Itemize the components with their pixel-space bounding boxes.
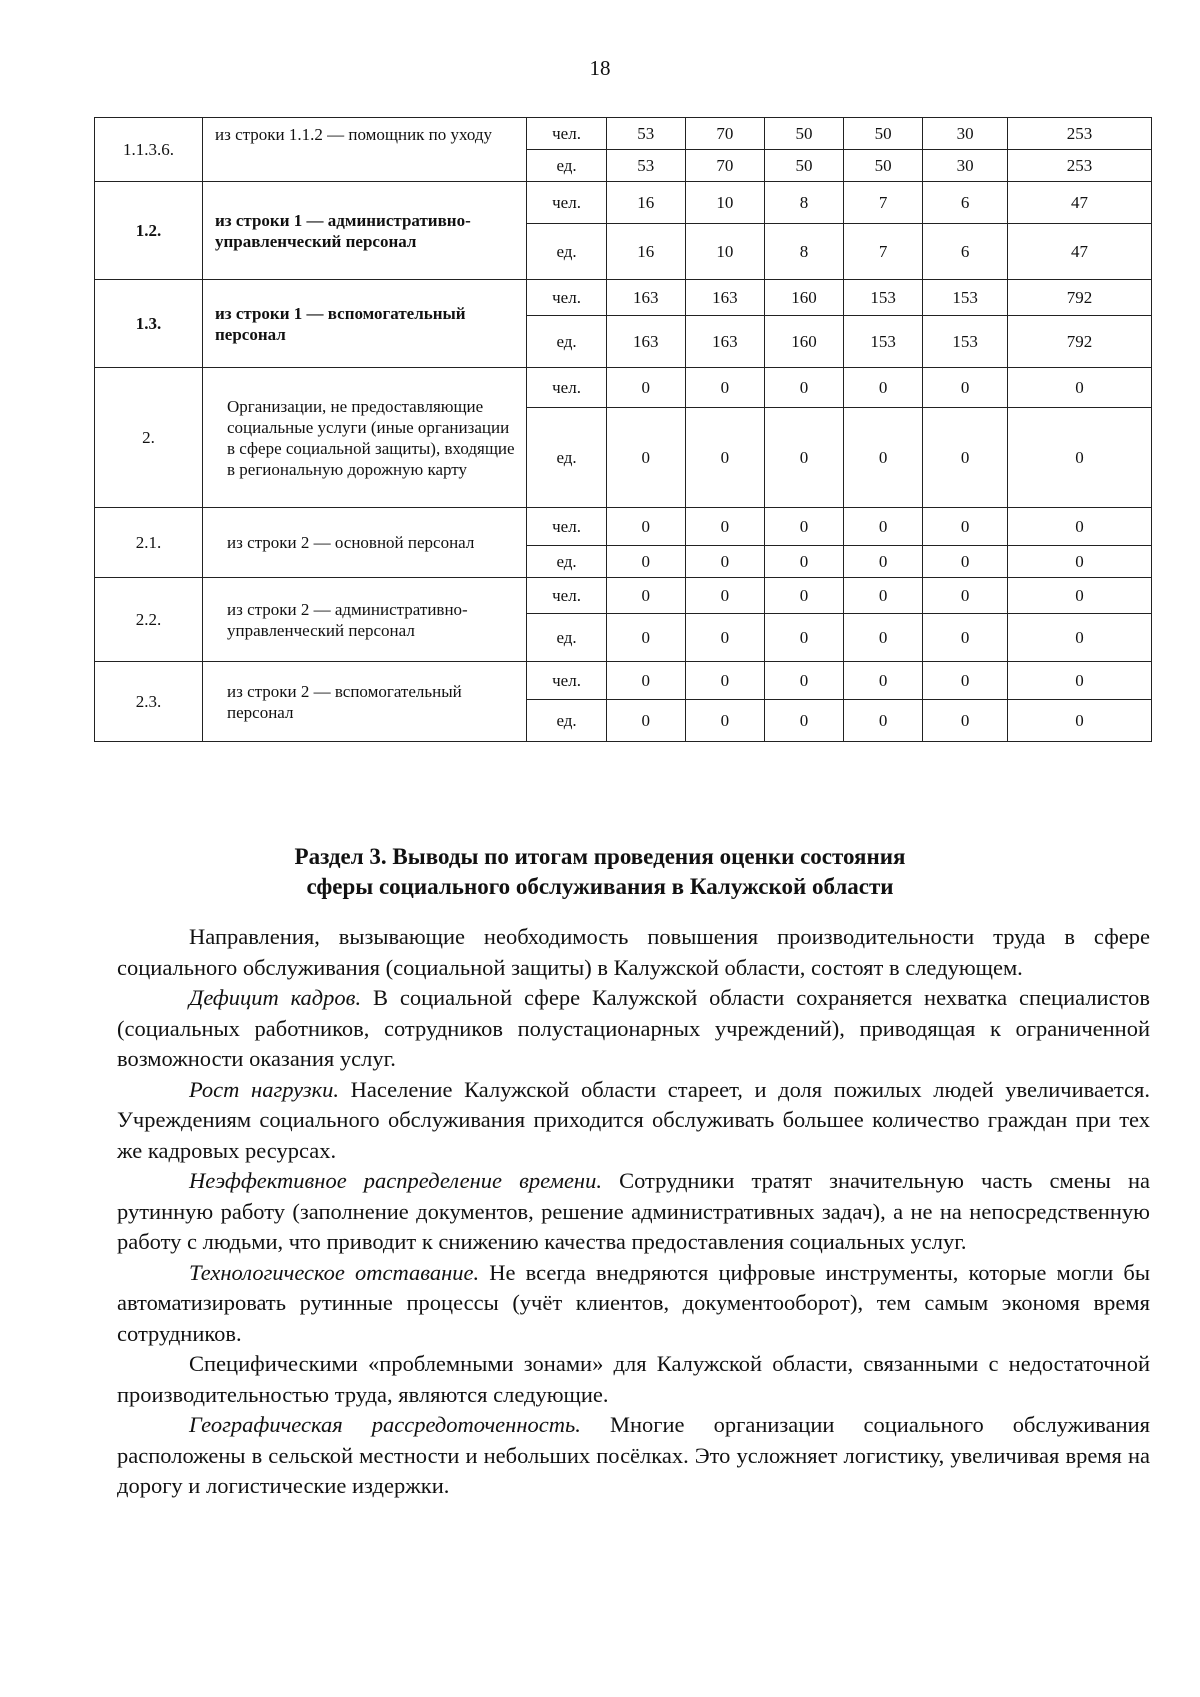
value-cell: 16 [606, 182, 685, 224]
value-cell: 0 [923, 546, 1008, 578]
value-cell: 53 [606, 150, 685, 182]
paragraph-text: Специфическими «проблемными зонами» для Калужской области, связанными с недостаточной производительностью труда, являются следующие. [117, 1351, 1150, 1407]
value-cell: 0 [844, 508, 923, 546]
value-cell: 0 [606, 368, 685, 408]
row-code: 1.2. [95, 182, 203, 280]
table-row [95, 662, 1152, 700]
total-cell: 0 [1008, 368, 1152, 408]
table-row [95, 280, 1152, 316]
value-cell: 0 [606, 508, 685, 546]
value-cell: 153 [844, 316, 923, 368]
row-label: Организации, не предоставляющие социальные услуги (иные организации в сфере социальной защиты), входящие в региональную дорожную карту [203, 368, 527, 508]
unit-cell: чел. [527, 578, 606, 614]
paragraph [117, 1410, 1150, 1502]
value-cell: 0 [844, 614, 923, 662]
total-cell: 253 [1008, 118, 1152, 150]
value-cell: 163 [685, 316, 764, 368]
paragraph-lead: Технологическое отставание. [189, 1259, 480, 1285]
value-cell: 163 [685, 280, 764, 316]
section-heading [0, 842, 1200, 902]
section-heading-line-1: Раздел 3. Выводы по итогам проведения оценки состояния [294, 844, 906, 869]
value-cell: 16 [606, 224, 685, 280]
total-cell: 0 [1008, 700, 1152, 742]
total-cell: 792 [1008, 316, 1152, 368]
row-code: 1.3. [95, 280, 203, 368]
paragraph-text: В социальной сфере Калужской области сохраняется нехватка специалистов (социальных работников, сотрудников полустационарных учреждений), приводящая к ограниченной возможности оказания услуг. [117, 985, 1150, 1071]
value-cell: 160 [764, 316, 843, 368]
total-cell: 47 [1008, 182, 1152, 224]
total-cell: 792 [1008, 280, 1152, 316]
unit-cell: ед. [527, 150, 606, 182]
row-code: 2.1. [95, 508, 203, 578]
value-cell: 0 [923, 368, 1008, 408]
value-cell: 0 [606, 578, 685, 614]
paragraph [117, 922, 1150, 983]
value-cell: 50 [764, 118, 843, 150]
value-cell: 0 [606, 662, 685, 700]
total-cell: 0 [1008, 508, 1152, 546]
total-cell: 0 [1008, 546, 1152, 578]
value-cell: 0 [764, 368, 843, 408]
value-cell: 0 [923, 508, 1008, 546]
value-cell: 53 [606, 118, 685, 150]
paragraph [117, 983, 1150, 1075]
value-cell: 0 [685, 578, 764, 614]
paragraph [117, 1258, 1150, 1350]
value-cell: 0 [606, 700, 685, 742]
unit-cell: чел. [527, 182, 606, 224]
value-cell: 6 [923, 224, 1008, 280]
value-cell: 50 [764, 150, 843, 182]
value-cell: 0 [844, 578, 923, 614]
value-cell: 0 [844, 700, 923, 742]
value-cell: 153 [844, 280, 923, 316]
value-cell: 50 [844, 150, 923, 182]
value-cell: 0 [606, 408, 685, 508]
paragraph-text: Сотрудники тратят значительную часть смены на рутинную работу (заполнение документов, решение административных задач), а не на непосредственную работу с людьми, что приводит к снижению качества предоставления социальных услуг. [117, 1168, 1151, 1254]
row-label: из строки 1.1.2 — помощник по уходу [203, 118, 527, 182]
row-label: из строки 1 — вспомогательный персонал [203, 280, 527, 368]
value-cell: 0 [923, 700, 1008, 742]
section-heading-line-2: сферы социального обслуживания в Калужской области [306, 874, 894, 899]
value-cell: 0 [764, 508, 843, 546]
row-label: из строки 2 — основной персонал [203, 508, 527, 578]
value-cell: 0 [606, 546, 685, 578]
paragraph [117, 1349, 1150, 1410]
total-cell: 0 [1008, 662, 1152, 700]
paragraph-text: Направления, вызывающие необходимость повышения производительности труда в сфере социального обслуживания (социальной защиты) в Калужской области, состоят в следующем. [117, 924, 1150, 980]
paragraph-lead: Неэффективное распределение времени. [189, 1168, 602, 1193]
value-cell: 163 [606, 316, 685, 368]
value-cell: 0 [764, 662, 843, 700]
paragraph [117, 1075, 1150, 1167]
value-cell: 7 [844, 224, 923, 280]
value-cell: 0 [685, 614, 764, 662]
value-cell: 0 [923, 578, 1008, 614]
value-cell: 0 [764, 578, 843, 614]
row-code: 2. [95, 368, 203, 508]
unit-cell: чел. [527, 508, 606, 546]
row-code: 2.2. [95, 578, 203, 662]
value-cell: 0 [764, 614, 843, 662]
value-cell: 0 [685, 508, 764, 546]
value-cell: 0 [685, 408, 764, 508]
value-cell: 7 [844, 182, 923, 224]
value-cell: 0 [685, 368, 764, 408]
body-text [117, 922, 1150, 1502]
row-label: из строки 1 — административно-управленческий персонал [203, 182, 527, 280]
unit-cell: ед. [527, 408, 606, 508]
value-cell: 153 [923, 280, 1008, 316]
value-cell: 0 [764, 408, 843, 508]
paragraph-text: Не всегда внедряются цифровые инструменты, которые могли бы автоматизировать рутинные процессы (учёт клиентов, документооборот), тем самым экономя время сотрудников. [117, 1259, 1150, 1346]
value-cell: 160 [764, 280, 843, 316]
total-cell: 47 [1008, 224, 1152, 280]
staff-table-body [95, 118, 1152, 742]
value-cell: 30 [923, 150, 1008, 182]
page-number: 18 [589, 56, 611, 80]
unit-cell: чел. [527, 662, 606, 700]
unit-cell: чел. [527, 118, 606, 150]
unit-cell: ед. [527, 224, 606, 280]
value-cell: 70 [685, 118, 764, 150]
value-cell: 0 [844, 408, 923, 508]
value-cell: 0 [923, 614, 1008, 662]
value-cell: 0 [844, 368, 923, 408]
value-cell: 50 [844, 118, 923, 150]
value-cell: 70 [685, 150, 764, 182]
value-cell: 30 [923, 118, 1008, 150]
row-code: 2.3. [95, 662, 203, 742]
unit-cell: ед. [527, 316, 606, 368]
value-cell: 0 [685, 546, 764, 578]
unit-cell: чел. [527, 368, 606, 408]
value-cell: 0 [844, 546, 923, 578]
value-cell: 0 [764, 700, 843, 742]
unit-cell: ед. [527, 546, 606, 578]
paragraph-text: Многие организации социального обслуживания расположены в сельской местности и небольших посёлках. Это усложняет логистику, увеличивая время на дорогу и логистические издержки. [117, 1412, 1151, 1498]
value-cell: 0 [923, 408, 1008, 508]
value-cell: 153 [923, 316, 1008, 368]
table-row [95, 182, 1152, 224]
paragraph-lead: Рост нагрузки. [189, 1076, 340, 1102]
value-cell: 0 [923, 662, 1008, 700]
paragraph-lead: Географическая рассредоточенность. [189, 1412, 581, 1437]
value-cell: 0 [685, 662, 764, 700]
value-cell: 0 [844, 662, 923, 700]
unit-cell: ед. [527, 700, 606, 742]
total-cell: 0 [1008, 614, 1152, 662]
value-cell: 0 [685, 700, 764, 742]
row-label: из строки 2 — административно-управленческий персонал [203, 578, 527, 662]
paragraph [117, 1166, 1150, 1258]
total-cell: 0 [1008, 578, 1152, 614]
value-cell: 8 [764, 224, 843, 280]
unit-cell: чел. [527, 280, 606, 316]
value-cell: 0 [606, 614, 685, 662]
table-row [95, 578, 1152, 614]
value-cell: 10 [685, 224, 764, 280]
total-cell: 253 [1008, 150, 1152, 182]
value-cell: 8 [764, 182, 843, 224]
row-label: из строки 2 — вспомогательный персонал [203, 662, 527, 742]
table-row [95, 368, 1152, 408]
table-row [95, 118, 1152, 150]
value-cell: 0 [764, 546, 843, 578]
paragraph-text: Население Калужской области стареет, и доля пожилых людей увеличивается. Учреждениям социального обслуживания приходится обслуживать большее количество граждан при тех же кадровых ресурсах. [117, 1076, 1151, 1163]
value-cell: 163 [606, 280, 685, 316]
value-cell: 6 [923, 182, 1008, 224]
unit-cell: ед. [527, 614, 606, 662]
table-row [95, 508, 1152, 546]
total-cell: 0 [1008, 408, 1152, 508]
row-code: 1.1.3.6. [95, 118, 203, 182]
paragraph-lead: Дефицит кадров. [189, 985, 362, 1010]
value-cell: 10 [685, 182, 764, 224]
staff-table [94, 117, 1152, 742]
